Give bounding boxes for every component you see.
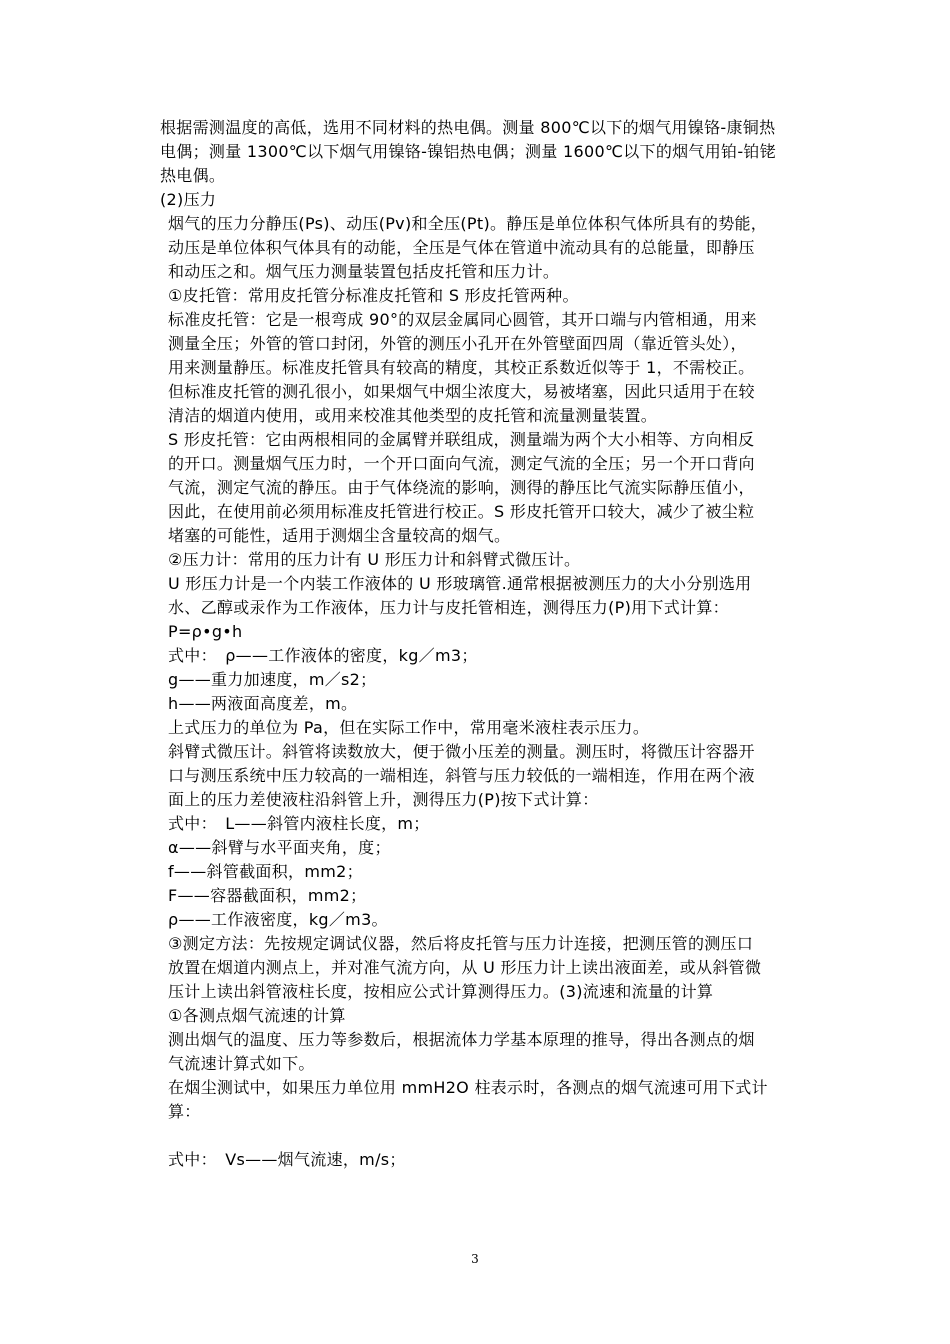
- text-line: ①各测点烟气流速的计算: [168, 1006, 346, 1025]
- text-line: ρ——工作液密度，kg／m3。: [168, 910, 388, 929]
- text-line: 烟气的压力分静压(Ps)、动压(Pv)和全压(Pt)。静压是单位体积气体所具有的势能，: [168, 214, 768, 233]
- text-line: h——两液面高度差，m。: [168, 694, 358, 713]
- text-line: ②压力计：常用的压力计有 U 形压力计和斜臂式微压计。: [168, 550, 581, 569]
- text-line: U 形压力计是一个内装工作液体的 U 形玻璃管.通常根据被测压力的大小分别选用: [168, 574, 752, 593]
- text-line: 算：: [168, 1102, 201, 1121]
- text-line: 的开口。测量烟气压力时，一个开口面向气流，测定气流的全压；另一个开口背向: [168, 454, 755, 473]
- text-line: P=ρ•g•h: [168, 622, 243, 641]
- text-line: 压计上读出斜管液柱长度，按相应公式计算测得压力。(3)流速和流量的计算: [168, 982, 714, 1001]
- text-line: 测量全压；外管的管口封闭，外管的测压小孔开在外管壁面四周（靠近管头处），: [168, 334, 747, 353]
- page-number: 3: [471, 1252, 479, 1266]
- text-line: 用来测量静压。标准皮托管具有较高的精度，其校正系数近似等于 1，不需校正。: [168, 358, 755, 377]
- text-line: (2)压力: [160, 190, 217, 209]
- text-line: 口与测压系统中压力较高的一端相连，斜管与压力较低的一端相连，作用在两个液: [168, 766, 755, 785]
- text-line: 电偶；测量 1300℃以下烟气用镍铬-镍铝热电偶；测量 1600℃以下的烟气用铂-铂铑: [160, 142, 776, 161]
- text-line: 面上的压力差使液柱沿斜管上升，测得压力(P)按下式计算：: [168, 790, 599, 809]
- text-line: ①皮托管：常用皮托管分标准皮托管和 S 形皮托管两种。: [168, 286, 579, 305]
- text-line: 放置在烟道内测点上，并对准气流方向，从 U 形压力计上读出液面差，或从斜管微: [168, 958, 762, 977]
- text-line: F——容器截面积，mm2；: [168, 886, 367, 905]
- text-line: 式中： L——斜管内液柱长度，m；: [168, 814, 430, 833]
- text-line: 水、乙醇或汞作为工作液体，压力计与皮托管相连，测得压力(P)用下式计算：: [168, 598, 729, 617]
- text-line: 气流速计算式如下。: [168, 1054, 315, 1073]
- text-line: α——斜臂与水平面夹角，度；: [168, 838, 391, 857]
- text-line: 测出烟气的温度、压力等参数后，根据流体力学基本原理的推导，得出各测点的烟: [168, 1030, 755, 1049]
- text-line: 在烟尘测试中，如果压力单位用 mmH2O 柱表示时，各测点的烟气流速可用下式计: [168, 1078, 768, 1097]
- text-line: 式中： Vs——烟气流速，m/s；: [168, 1150, 406, 1169]
- text-line: S 形皮托管：它由两根相同的金属臂并联组成，测量端为两个大小相等、方向相反: [168, 430, 755, 449]
- text-line: 气流，测定气流的静压。由于气体绕流的影响，测得的静压比气流实际静压值小，: [168, 478, 755, 497]
- text-line: 上式压力的单位为 Pa，但在实际工作中，常用毫米液柱表示压力。: [168, 718, 650, 737]
- text-line: g——重力加速度，m／s2；: [168, 670, 377, 689]
- text-line: 标准皮托管：它是一根弯成 90°的双层金属同心圆管，其开口端与内管相通，用来: [168, 310, 757, 329]
- text-line: 因此，在使用前必须用标准皮托管进行校正。S 形皮托管开口较大，减少了被尘粒: [168, 502, 755, 521]
- text-line: f——斜管截面积，mm2；: [168, 862, 363, 881]
- text-line: 和动压之和。烟气压力测量装置包括皮托管和压力计。: [168, 262, 560, 281]
- text-line: 式中： ρ——工作液体的密度，kg／m3；: [168, 646, 478, 665]
- text-line: 热电偶。: [160, 166, 226, 185]
- text-line: 动压是单位体积气体具有的动能，全压是气体在管道中流动具有的总能量，即静压: [168, 238, 755, 257]
- text-line: 堵塞的可能性，适用于测烟尘含量较高的烟气。: [168, 526, 511, 545]
- text-line: 斜臂式微压计。斜管将读数放大，便于微小压差的测量。测压时，将微压计容器开: [168, 742, 755, 761]
- text-line: 清洁的烟道内使用，或用来校准其他类型的皮托管和流量测量装置。: [168, 406, 658, 425]
- text-line: 根据需测温度的高低，选用不同材料的热电偶。测量 800℃以下的烟气用镍铬-康铜热: [160, 118, 776, 137]
- text-line: 但标准皮托管的测孔很小，如果烟气中烟尘浓度大，易被堵塞，因此只适用于在较: [168, 382, 755, 401]
- text-line: ③测定方法：先按规定调试仪器，然后将皮托管与压力计连接，把测压管的测压口: [168, 934, 754, 953]
